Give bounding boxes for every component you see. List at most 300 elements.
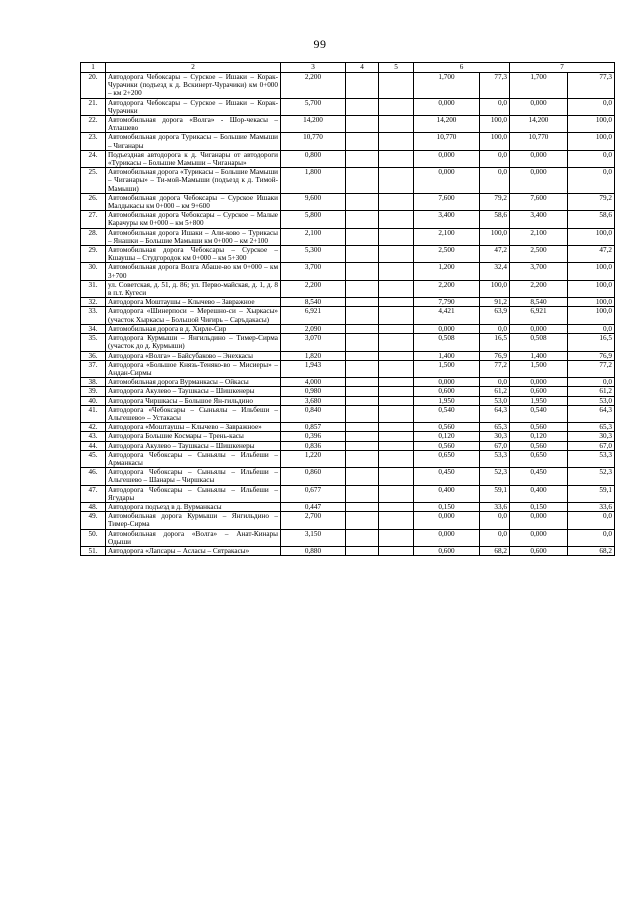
road-name: Автомобильная дорога «Волга» - Шор-чекасы – Атлашево — [106, 116, 281, 133]
road-length: 10,770 — [281, 133, 346, 150]
col6-value: 1,950 — [414, 396, 480, 405]
col6-percent: 0,0 — [480, 529, 510, 546]
table-row — [81, 168, 615, 194]
row-number: 47. — [81, 485, 106, 502]
col6-percent: 100,0 — [480, 228, 510, 245]
empty-col-4 — [346, 298, 379, 307]
road-length: 2,200 — [281, 73, 346, 99]
empty-col-4 — [346, 228, 379, 245]
col7-percent: 16,5 — [568, 334, 615, 351]
col7-percent: 100,0 — [568, 280, 615, 297]
empty-col-5 — [379, 211, 414, 228]
row-number: 29. — [81, 246, 106, 263]
table-row — [81, 133, 615, 150]
row-number: 37. — [81, 360, 106, 377]
col7-percent: 100,0 — [568, 133, 615, 150]
table-row — [81, 193, 615, 210]
road-length: 9,600 — [281, 193, 346, 210]
row-number: 26. — [81, 193, 106, 210]
road-length: 1,220 — [281, 450, 346, 467]
col7-percent: 58,6 — [568, 211, 615, 228]
empty-col-4 — [346, 432, 379, 441]
col6-value: 0,000 — [414, 324, 480, 333]
col7-percent: 68,2 — [568, 546, 615, 555]
road-name: ул. Советская, д. 51, д. 86; ул. Перво-майская, д. 1, д. 8 в п.т. Кугеси — [106, 280, 281, 297]
road-length: 0,800 — [281, 150, 346, 167]
col6-value: 0,560 — [414, 423, 480, 432]
empty-col-5 — [379, 73, 414, 99]
col7-value: 1,400 — [510, 351, 568, 360]
road-name: Автомобильная дорога «Волга» – Анат-Кинары Одыши — [106, 529, 281, 546]
col6-value: 0,000 — [414, 529, 480, 546]
col7-percent: 0,0 — [568, 512, 615, 529]
road-length: 0,836 — [281, 441, 346, 450]
row-number: 34. — [81, 324, 106, 333]
col6-percent: 68,2 — [480, 546, 510, 555]
table-row — [81, 150, 615, 167]
road-length: 2,200 — [281, 280, 346, 297]
col7-value: 2,100 — [510, 228, 568, 245]
empty-col-4 — [346, 280, 379, 297]
empty-col-5 — [379, 396, 414, 405]
empty-col-5 — [379, 133, 414, 150]
col7-percent: 0,0 — [568, 324, 615, 333]
col7-value: 1,950 — [510, 396, 568, 405]
col6-percent: 100,0 — [480, 133, 510, 150]
col6-value: 0,000 — [414, 150, 480, 167]
table-row — [81, 546, 615, 555]
col6-percent: 100,0 — [480, 116, 510, 133]
road-length: 0,857 — [281, 423, 346, 432]
table-row — [81, 432, 615, 441]
road-name: Автомобильная дорога Курмыши – Янгильдино – Тимер-Сирма — [106, 512, 281, 529]
col7-value: 0,400 — [510, 485, 568, 502]
col7-percent: 64,3 — [568, 405, 615, 422]
road-length: 1,820 — [281, 351, 346, 360]
road-name: Автомобильная дорога Волга Абаше-во км 0+000 – км 3+700 — [106, 263, 281, 280]
road-name: Автодорога Чебоксары – Сыньялы – Ильбеши – Ягудары — [106, 485, 281, 502]
col6-value: 0,450 — [414, 468, 480, 485]
col6-value: 3,400 — [414, 211, 480, 228]
col6-value: 0,600 — [414, 546, 480, 555]
row-number: 32. — [81, 298, 106, 307]
col7-percent: 79,2 — [568, 193, 615, 210]
row-number: 38. — [81, 378, 106, 387]
col6-value: 2,100 — [414, 228, 480, 245]
row-number: 28. — [81, 228, 106, 245]
col6-value: 1,700 — [414, 73, 480, 99]
road-name: Автодорога Моштаушы – Клычево – Завражное — [106, 298, 281, 307]
col6-percent: 53,0 — [480, 396, 510, 405]
road-name: Автодорога подъезд в д. Вурманкасы — [106, 502, 281, 511]
empty-col-5 — [379, 228, 414, 245]
col6-value: 1,400 — [414, 351, 480, 360]
col7-percent: 0,0 — [568, 168, 615, 194]
road-length: 3,680 — [281, 396, 346, 405]
col6-value: 0,000 — [414, 378, 480, 387]
col6-percent: 91,2 — [480, 298, 510, 307]
empty-col-4 — [346, 150, 379, 167]
road-name: Автодорога Чебоксары – Сыньялы – Ильбеши – Альгешево – Шанары – Чиршкасы — [106, 468, 281, 485]
col6-percent: 77,2 — [480, 360, 510, 377]
col6-value: 1,200 — [414, 263, 480, 280]
road-length: 5,700 — [281, 98, 346, 115]
row-number: 30. — [81, 263, 106, 280]
col7-value: 1,700 — [510, 73, 568, 99]
col7-percent: 61,2 — [568, 387, 615, 396]
row-number: 36. — [81, 351, 106, 360]
road-name: Автомобильная дорога Чебоксары – Сурское Ишаки Малдыкасы км 0+000 – км 9+600 — [106, 193, 281, 210]
table-row — [81, 378, 615, 387]
road-length: 3,150 — [281, 529, 346, 546]
road-length: 0,677 — [281, 485, 346, 502]
empty-col-4 — [346, 387, 379, 396]
col7-value: 0,000 — [510, 168, 568, 194]
row-number: 45. — [81, 450, 106, 467]
table-row — [81, 334, 615, 351]
road-name: Автомобильная дорога «Турикасы – Большие Мамыши – Чиганары» – Ти-мой-Мамыши (подъезд к д. Тимой-Мамыши) — [106, 168, 281, 194]
road-length: 0,860 — [281, 468, 346, 485]
col6-percent: 58,6 — [480, 211, 510, 228]
col7-value: 0,000 — [510, 378, 568, 387]
table-row — [81, 485, 615, 502]
table-row — [81, 396, 615, 405]
header-cell-1: 1 — [81, 63, 106, 73]
table-row — [81, 502, 615, 511]
col6-value: 0,560 — [414, 441, 480, 450]
empty-col-5 — [379, 502, 414, 511]
col7-value: 0,450 — [510, 468, 568, 485]
col7-value: 0,120 — [510, 432, 568, 441]
road-name: Автодорога «Волга» – Байсубаково – Энехкасы — [106, 351, 281, 360]
col7-percent: 100,0 — [568, 116, 615, 133]
col7-percent: 59,1 — [568, 485, 615, 502]
col7-value: 3,400 — [510, 211, 568, 228]
row-number: 41. — [81, 405, 106, 422]
road-length: 2,090 — [281, 324, 346, 333]
col6-value: 0,540 — [414, 405, 480, 422]
row-number: 21. — [81, 98, 106, 115]
col6-percent: 65,3 — [480, 423, 510, 432]
row-number: 51. — [81, 546, 106, 555]
road-name: Автодорога Большие Космары – Трень-касы — [106, 432, 281, 441]
col7-value: 2,200 — [510, 280, 568, 297]
row-number: 33. — [81, 307, 106, 324]
empty-col-4 — [346, 468, 379, 485]
empty-col-5 — [379, 298, 414, 307]
col6-percent: 79,2 — [480, 193, 510, 210]
col6-value: 0,120 — [414, 432, 480, 441]
road-length: 3,700 — [281, 263, 346, 280]
row-number: 25. — [81, 168, 106, 194]
col7-percent: 53,0 — [568, 396, 615, 405]
col6-percent: 0,0 — [480, 378, 510, 387]
roads-table — [80, 62, 615, 556]
empty-col-5 — [379, 441, 414, 450]
col7-percent: 100,0 — [568, 298, 615, 307]
road-name: Автодорога «Моштаушы – Клычево – Завражное» — [106, 423, 281, 432]
col7-value: 6,921 — [510, 307, 568, 324]
road-name: Автодорога «Лапсары – Асласы – Сятракасы» — [106, 546, 281, 555]
road-name: Автодорога Чиршкасы – Большое Ян-гильдино — [106, 396, 281, 405]
empty-col-4 — [346, 512, 379, 529]
row-number: 24. — [81, 150, 106, 167]
page-number: 99 — [313, 37, 327, 51]
empty-col-4 — [346, 485, 379, 502]
col6-percent: 0,0 — [480, 98, 510, 115]
col6-value: 0,650 — [414, 450, 480, 467]
road-length: 0,396 — [281, 432, 346, 441]
empty-col-4 — [346, 211, 379, 228]
empty-col-5 — [379, 334, 414, 351]
col6-value: 14,200 — [414, 116, 480, 133]
table-row — [81, 307, 615, 324]
col6-percent: 63,9 — [480, 307, 510, 324]
road-name: Автомобильная дорога Турикасы – Большие Мамыши – Чиганары — [106, 133, 281, 150]
empty-col-4 — [346, 441, 379, 450]
empty-col-4 — [346, 423, 379, 432]
table-row — [81, 512, 615, 529]
road-name: Автомобильная дорога Ишаки – Али-ково – Турикасы – Янашки – Большие Мамыши км 0+000 – км 2+100 — [106, 228, 281, 245]
empty-col-5 — [379, 263, 414, 280]
col6-value: 0,000 — [414, 512, 480, 529]
row-number: 39. — [81, 387, 106, 396]
col6-percent: 16,5 — [480, 334, 510, 351]
table-row — [81, 263, 615, 280]
col7-value: 7,600 — [510, 193, 568, 210]
col7-value: 0,560 — [510, 423, 568, 432]
empty-col-4 — [346, 73, 379, 99]
empty-col-5 — [379, 280, 414, 297]
table-row — [81, 116, 615, 133]
col7-value: 0,600 — [510, 546, 568, 555]
col7-percent: 100,0 — [568, 307, 615, 324]
col7-percent: 0,0 — [568, 529, 615, 546]
empty-col-5 — [379, 360, 414, 377]
empty-col-5 — [379, 387, 414, 396]
empty-col-4 — [346, 334, 379, 351]
col7-value: 0,560 — [510, 441, 568, 450]
col6-percent: 30,3 — [480, 432, 510, 441]
col7-percent: 0,0 — [568, 98, 615, 115]
col6-value: 0,400 — [414, 485, 480, 502]
col6-value: 0,508 — [414, 334, 480, 351]
col6-percent: 64,3 — [480, 405, 510, 422]
road-length: 0,980 — [281, 387, 346, 396]
empty-col-5 — [379, 529, 414, 546]
row-number: 23. — [81, 133, 106, 150]
empty-col-4 — [346, 116, 379, 133]
table-row — [81, 405, 615, 422]
empty-col-4 — [346, 193, 379, 210]
col7-value: 2,500 — [510, 246, 568, 263]
table-row — [81, 211, 615, 228]
col7-percent: 30,3 — [568, 432, 615, 441]
col6-value: 7,790 — [414, 298, 480, 307]
col7-value: 0,000 — [510, 529, 568, 546]
row-number: 27. — [81, 211, 106, 228]
road-name: Автодорога Курмыши – Янгильдино – Тимер-Сирма (участок до д. Курмыши) — [106, 334, 281, 351]
road-name: Автомобильная дорога Вурманкасы – Ойкасы — [106, 378, 281, 387]
empty-col-5 — [379, 468, 414, 485]
road-name: Автодорога Чебоксары – Сурское – Ишаки – Корак-Чурачики — [106, 98, 281, 115]
empty-col-5 — [379, 193, 414, 210]
col7-value: 0,540 — [510, 405, 568, 422]
road-length: 14,200 — [281, 116, 346, 133]
table-row — [81, 228, 615, 245]
col6-percent: 59,1 — [480, 485, 510, 502]
table-row — [81, 98, 615, 115]
col6-value: 10,770 — [414, 133, 480, 150]
empty-col-4 — [346, 98, 379, 115]
table-row — [81, 324, 615, 333]
col7-percent: 0,0 — [568, 378, 615, 387]
col6-value: 1,500 — [414, 360, 480, 377]
row-number: 50. — [81, 529, 106, 546]
col7-value: 0,000 — [510, 324, 568, 333]
road-name: Подъездная автодорога к д. Чиганары от автодороги «Турикасы – Большие Мамыши – Чиганары» — [106, 150, 281, 167]
empty-col-5 — [379, 116, 414, 133]
road-length: 6,921 — [281, 307, 346, 324]
empty-col-5 — [379, 168, 414, 194]
row-number: 49. — [81, 512, 106, 529]
empty-col-4 — [346, 396, 379, 405]
header-cell-4: 4 — [346, 63, 379, 73]
road-name: Автодорога Акулево – Таушкасы – Шишкенеры — [106, 387, 281, 396]
empty-col-5 — [379, 351, 414, 360]
road-length: 5,800 — [281, 211, 346, 228]
road-name: Автодорога «Чебоксары – Сыньялы – Ильбеши – Альгешево» – Устакасы — [106, 405, 281, 422]
table-row — [81, 529, 615, 546]
road-name: Автодорога Акулево – Таушкасы – Шишкенеры — [106, 441, 281, 450]
col7-percent: 0,0 — [568, 150, 615, 167]
road-name: Автомобильная дорога в д. Хирле-Сир — [106, 324, 281, 333]
road-name: Автодорога «Большое Князь-Теняко-во – Мисиеры» – Андан-Сирмы — [106, 360, 281, 377]
empty-col-4 — [346, 529, 379, 546]
col7-value: 8,540 — [510, 298, 568, 307]
col6-percent: 0,0 — [480, 324, 510, 333]
empty-col-5 — [379, 98, 414, 115]
table-row — [81, 468, 615, 485]
road-length: 3,070 — [281, 334, 346, 351]
road-length: 5,300 — [281, 246, 346, 263]
road-length: 2,700 — [281, 512, 346, 529]
row-number: 43. — [81, 432, 106, 441]
col7-value: 1,500 — [510, 360, 568, 377]
table-row — [81, 423, 615, 432]
empty-col-5 — [379, 150, 414, 167]
header-cell-6: 6 — [414, 63, 510, 73]
col7-percent: 67,0 — [568, 441, 615, 450]
row-number: 20. — [81, 73, 106, 99]
road-length: 4,000 — [281, 378, 346, 387]
empty-col-5 — [379, 405, 414, 422]
col7-percent: 47,2 — [568, 246, 615, 263]
col7-value: 0,000 — [510, 150, 568, 167]
empty-col-4 — [346, 378, 379, 387]
road-length: 0,840 — [281, 405, 346, 422]
empty-col-5 — [379, 450, 414, 467]
col7-value: 0,650 — [510, 450, 568, 467]
table-row — [81, 351, 615, 360]
road-name: Автодорога Чебоксары – Сыньялы – Ильбеши – Арманкасы — [106, 450, 281, 467]
row-number: 40. — [81, 396, 106, 405]
empty-col-4 — [346, 307, 379, 324]
col7-percent: 76,9 — [568, 351, 615, 360]
road-length: 0,880 — [281, 546, 346, 555]
header-cell-3: 3 — [281, 63, 346, 73]
empty-col-4 — [346, 502, 379, 511]
empty-col-5 — [379, 485, 414, 502]
col7-value: 0,000 — [510, 98, 568, 115]
empty-col-5 — [379, 307, 414, 324]
table-row — [81, 441, 615, 450]
col7-value: 0,600 — [510, 387, 568, 396]
row-number: 42. — [81, 423, 106, 432]
empty-col-4 — [346, 168, 379, 194]
row-number: 44. — [81, 441, 106, 450]
row-number: 31. — [81, 280, 106, 297]
col6-value: 0,000 — [414, 168, 480, 194]
col6-percent: 0,0 — [480, 168, 510, 194]
road-name: Автомобильная дорога Чебоксары – Сурское – Малые Карачуры км 0+000 – км 5+800 — [106, 211, 281, 228]
road-name: Автодорога «Шинерпоси – Мерешно-си – Хыркасы» (участок Хыркасы – Большой Чиғирь – Саръдакасы) — [106, 307, 281, 324]
col6-percent: 61,2 — [480, 387, 510, 396]
col7-percent: 52,3 — [568, 468, 615, 485]
table-row — [81, 298, 615, 307]
empty-col-5 — [379, 546, 414, 555]
header-cell-5: 5 — [379, 63, 414, 73]
col6-percent: 52,3 — [480, 468, 510, 485]
header-row — [81, 63, 615, 73]
col6-percent: 53,3 — [480, 450, 510, 467]
col6-percent: 77,3 — [480, 73, 510, 99]
road-name: Автомобильная дорога Чебоксары – Сурское – Кшаушы – Студгородок км 0+000 – км 5+300 — [106, 246, 281, 263]
col6-value: 7,600 — [414, 193, 480, 210]
header-cell-2: 2 — [106, 63, 281, 73]
col7-value: 0,508 — [510, 334, 568, 351]
empty-col-4 — [346, 263, 379, 280]
empty-col-5 — [379, 324, 414, 333]
row-number: 46. — [81, 468, 106, 485]
road-name: Автодорога Чебоксары – Сурское – Ишаки – Корак-Чурачики (подъезд к д. Вскинерт-Чурачики) км 0+000 – км 2+200 — [106, 73, 281, 99]
row-number: 48. — [81, 502, 106, 511]
col7-percent: 100,0 — [568, 228, 615, 245]
col6-percent: 47,2 — [480, 246, 510, 263]
col7-percent: 53,3 — [568, 450, 615, 467]
col7-value: 0,000 — [510, 512, 568, 529]
col6-percent: 33,6 — [480, 502, 510, 511]
road-length: 1,800 — [281, 168, 346, 194]
table-row — [81, 280, 615, 297]
col7-percent: 65,3 — [568, 423, 615, 432]
col7-value: 0,150 — [510, 502, 568, 511]
col6-value: 0,000 — [414, 98, 480, 115]
empty-col-4 — [346, 360, 379, 377]
empty-col-5 — [379, 432, 414, 441]
empty-col-4 — [346, 133, 379, 150]
col7-value: 10,770 — [510, 133, 568, 150]
col6-value: 0,600 — [414, 387, 480, 396]
table-row — [81, 387, 615, 396]
empty-col-5 — [379, 378, 414, 387]
col7-percent: 77,3 — [568, 73, 615, 99]
col6-percent: 76,9 — [480, 351, 510, 360]
road-length: 1,943 — [281, 360, 346, 377]
row-number: 35. — [81, 334, 106, 351]
road-length: 2,100 — [281, 228, 346, 245]
empty-col-4 — [346, 450, 379, 467]
